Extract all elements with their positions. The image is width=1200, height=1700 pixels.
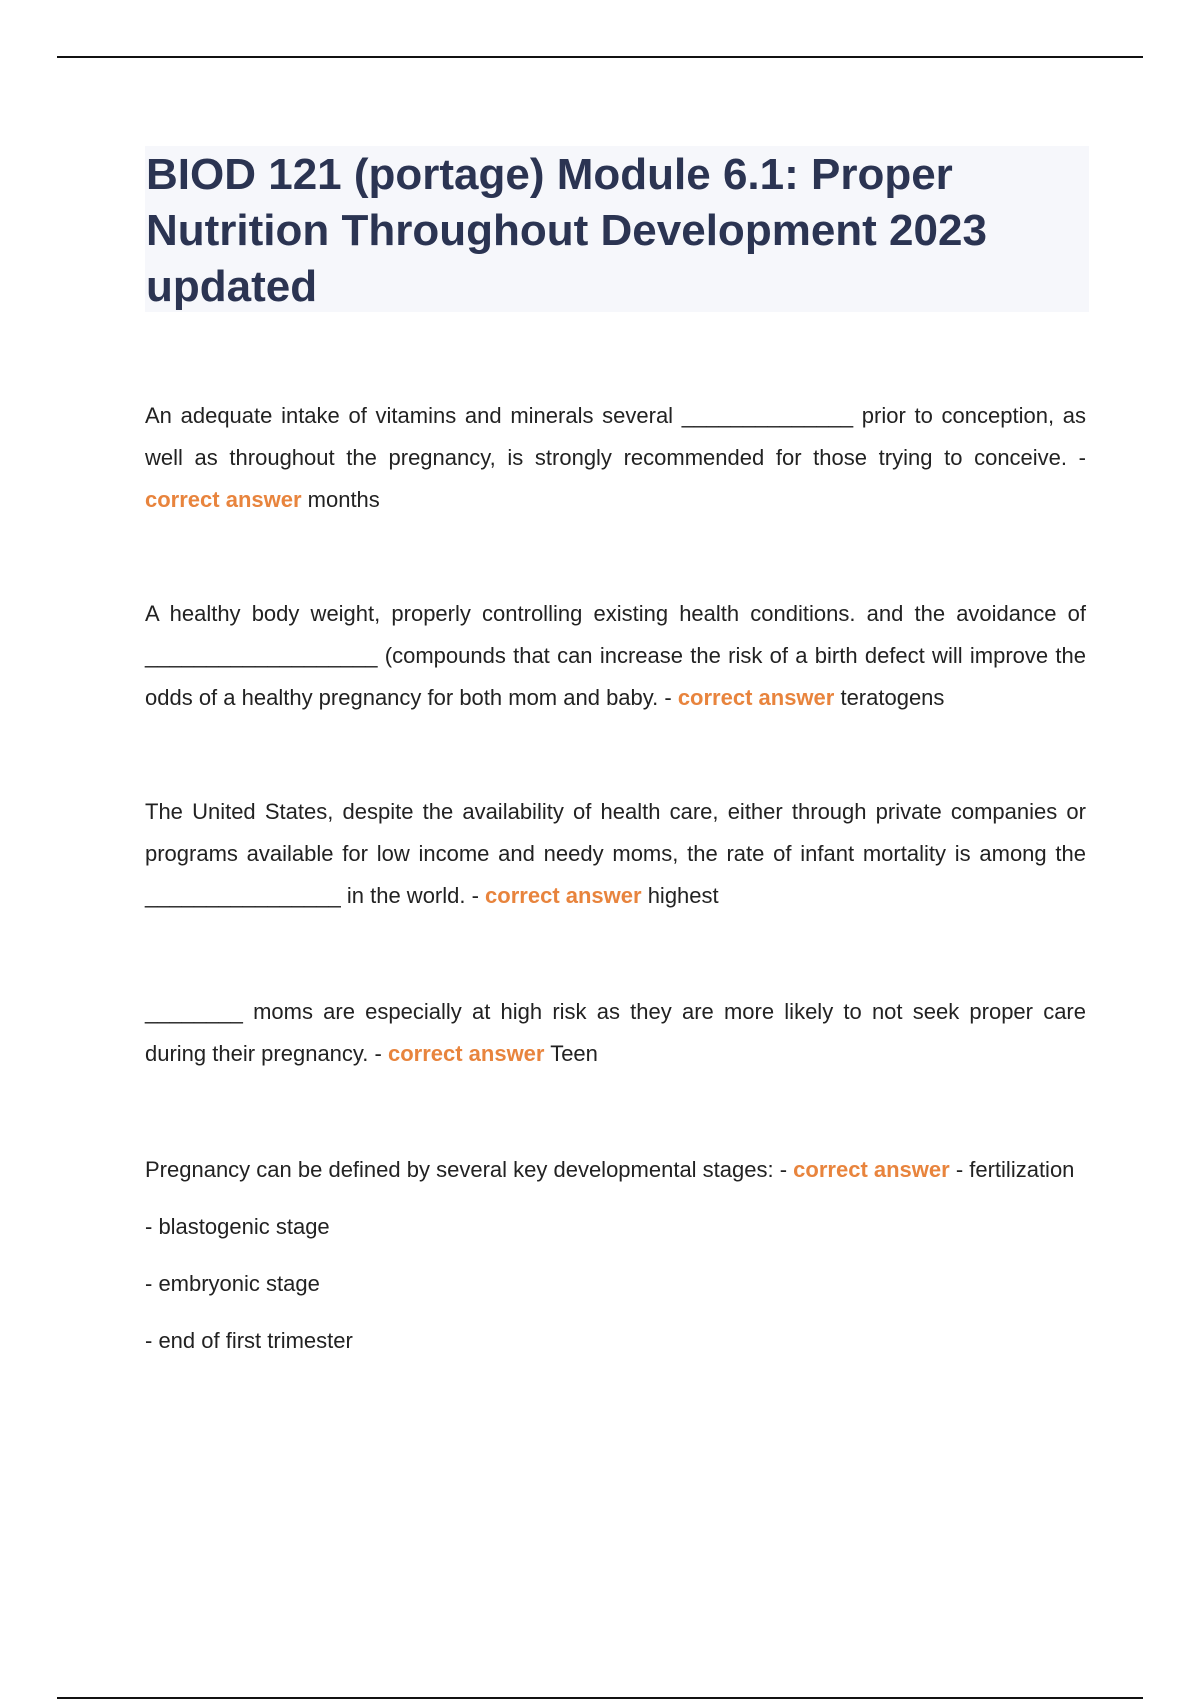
correct-answer-label: correct answer	[145, 487, 302, 512]
qa-item-3	[145, 791, 1086, 917]
correct-answer-label: correct answer	[677, 685, 835, 710]
question-text: A healthy body weight, properly controlling existing health conditions. and the avoidance of ___________________ (compounds that can increase the risk of a birth defect will improve the odds of a healthy pregnancy for both mom and baby. -	[145, 601, 1086, 710]
qa-item-1	[145, 395, 1086, 521]
header-rule	[57, 56, 1143, 58]
correct-answer-label: correct answer	[485, 883, 642, 908]
title-banner	[145, 146, 1089, 312]
answer-text: months	[301, 487, 380, 512]
question-text: ________ moms are especially at high risk as they are more likely to not seek proper care during their pregnancy. -	[145, 999, 1086, 1066]
question-text: An adequate intake of vitamins and minerals several ______________ prior to conception, as well as throughout the pregnancy, is strongly recommended for those trying to conceive. -	[145, 403, 1086, 470]
answer-text: - fertilization	[949, 1157, 1075, 1182]
footer-rule	[57, 1697, 1143, 1699]
answer-text: highest	[641, 883, 719, 908]
qa-item-4	[145, 991, 1086, 1075]
document-title: BIOD 121 (portage) Module 6.1: Proper Nutrition Throughout Development 2023 updated	[146, 150, 987, 311]
document-body	[145, 395, 1086, 1362]
qa-item-2	[145, 593, 1086, 719]
list-item: - blastogenic stage	[145, 1214, 330, 1239]
question-text: The United States, despite the availability of health care, either through private companies or programs available for low income and needy moms, the rate of infant mortality is among the ________________ in the world. -	[145, 799, 1086, 908]
list-item: - end of first trimester	[145, 1328, 353, 1353]
correct-answer-label: correct answer	[793, 1157, 950, 1182]
qa-item-5	[145, 1149, 1086, 1191]
question-text: Pregnancy can be defined by several key developmental stages: -	[145, 1157, 794, 1182]
list-item: - embryonic stage	[145, 1271, 320, 1296]
answer-text: teratogens	[834, 685, 945, 710]
correct-answer-label: correct answer	[387, 1041, 545, 1066]
answer-text: Teen	[544, 1041, 598, 1066]
